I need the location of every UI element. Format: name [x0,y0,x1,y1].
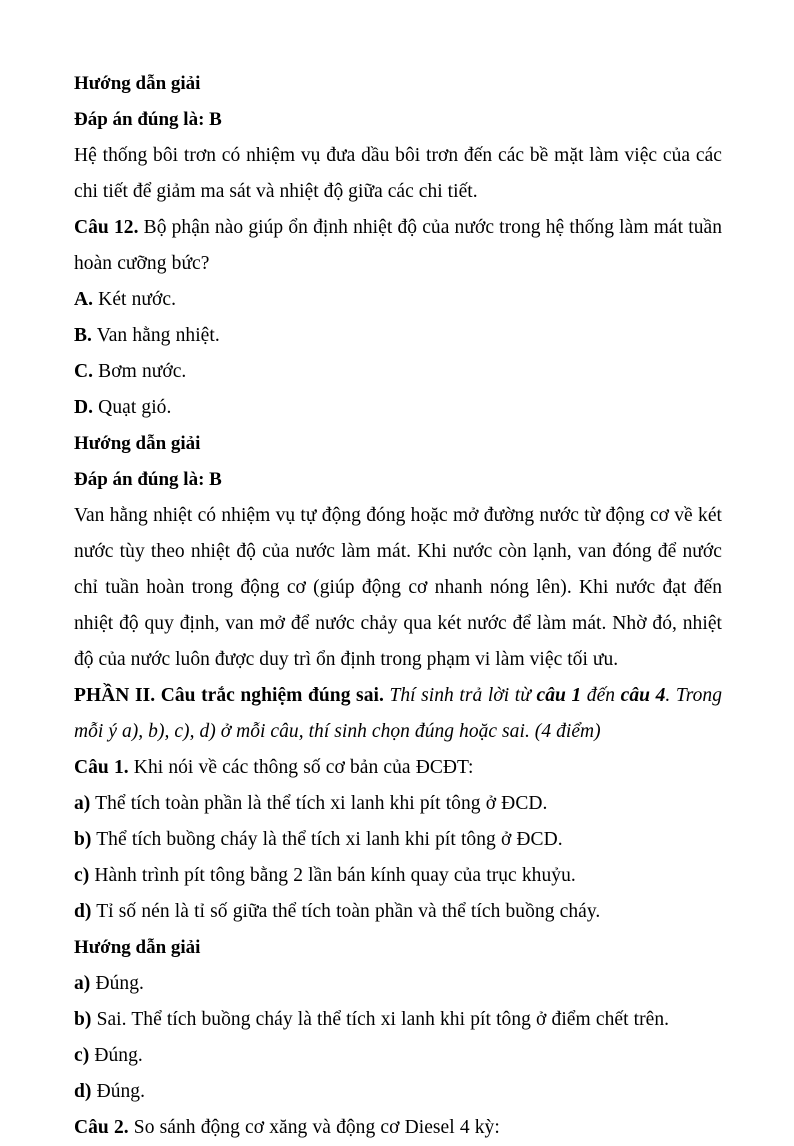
statement-d-q1 [74,894,722,930]
statement-c-q1-text: Hành trình pít tông bằng 2 lần bán kính quay của trục khuỷu. [89,865,576,886]
question-1-text: Khi nói về các thông số cơ bản của ĐCĐT: [128,757,474,778]
explanation-paragraph-2: Van hằng nhiệt có nhiệm vụ tự động đóng hoặc mở đường nước từ động cơ về két nước tùy theo nhiệt độ của nước làm mát. Khi nước còn lạnh, van đóng để nước chỉ tuần hoàn trong động cơ (giúp động cơ nhanh nóng lên). Khi nước đạt đến nhiệt độ quy định, van mở để nước chảy qua két nước để làm mát. Nhờ đó, nhiệt độ của nước luôn được duy trì ổn định trong phạm vi làm việc tối ưu. [74,505,722,670]
guide-heading-2: Hướng dẫn giải [74,433,201,454]
option-c-q12-label: C. [74,361,94,382]
question-1-label: Câu 1. [74,757,129,778]
question-12-text: Bộ phận nào giúp ổn định nhiệt độ của nước trong hệ thống làm mát tuần hoàn cưỡng bức? [74,217,722,274]
answer-c-q1-label: c) [74,1045,90,1066]
section-part-2-italic-2: đến [581,685,621,706]
option-d-q12-label: D. [74,397,94,418]
option-d-q12 [74,390,722,426]
option-b-q12-text: Van hằng nhiệt. [91,325,220,346]
question-2-label: Câu 2. [74,1117,129,1138]
answer-b-q1-text: Sai. Thể tích buồng cháy là thể tích xi lanh khi pít tông ở điểm chết trên. [91,1009,670,1030]
explanation-paragraph-1: Hệ thống bôi trơn có nhiệm vụ đưa dầu bôi trơn đến các bề mặt làm việc của các chi tiết để giảm ma sát và nhiệt độ giữa các chi tiết. [74,145,722,202]
answer-line-1: Đáp án đúng là: B [74,109,222,130]
answer-a-q1-label: a) [74,973,91,994]
option-d-q12-text: Quạt gió. [93,397,172,418]
answer-a-q1 [74,966,722,1002]
answer-b-q1-label: b) [74,1009,92,1030]
section-part-2-ref-end: câu 4 [620,685,666,706]
section-part-2-lead: PHẦN II. Câu trắc nghiệm đúng sai. [74,685,384,706]
answer-d-q1-text: Đúng. [91,1081,146,1102]
statement-a-q1-label: a) [74,793,91,814]
question-12 [74,210,722,282]
option-b-q12-label: B. [74,325,92,346]
guide-heading-3: Hướng dẫn giải [74,937,201,958]
answer-b-q1 [74,1002,722,1038]
option-c-q12 [74,354,722,390]
answer-c-q1 [74,1038,722,1074]
option-a-q12-label: A. [74,289,94,310]
statement-d-q1-label: d) [74,901,92,922]
statement-b-q1-label: b) [74,829,92,850]
section-part-2-ref-start: câu 1 [536,685,582,706]
statement-c-q1 [74,858,722,894]
question-1 [74,750,722,786]
option-a-q12 [74,282,722,318]
guide-heading-1: Hướng dẫn giải [74,73,201,94]
statement-b-q1 [74,822,722,858]
answer-d-q1-label: d) [74,1081,92,1102]
option-a-q12-text: Két nước. [93,289,177,310]
statement-b-q1-text: Thể tích buồng cháy là thể tích xi lanh khi pít tông ở ĐCD. [91,829,563,850]
section-part-2-italic-1: Thí sinh trả lời từ [383,685,537,706]
option-c-q12-text: Bơm nước. [93,361,187,382]
statement-d-q1-text: Tỉ số nén là tỉ số giữa thể tích toàn phần và thể tích buồng cháy. [91,901,601,922]
question-2-text: So sánh động cơ xăng và động cơ Diesel 4 kỳ: [128,1117,500,1138]
statement-a-q1-text: Thể tích toàn phần là thể tích xi lanh khi pít tông ở ĐCD. [90,793,548,814]
answer-c-q1-text: Đúng. [89,1045,143,1066]
question-2 [74,1110,722,1146]
section-part-2 [74,678,722,750]
statement-c-q1-label: c) [74,865,90,886]
section-part-2-italic-3: . Trong mỗi ý a), b), c), d) ở mỗi câu, thí sinh chọn đúng hoặc sai. (4 điểm) [74,685,723,742]
answer-d-q1 [74,1074,722,1110]
statement-a-q1 [74,786,722,822]
document-body [74,66,722,1146]
answer-line-2: Đáp án đúng là: B [74,469,222,490]
option-b-q12 [74,318,722,354]
question-12-label: Câu 12. [74,217,139,238]
answer-a-q1-text: Đúng. [90,973,144,994]
